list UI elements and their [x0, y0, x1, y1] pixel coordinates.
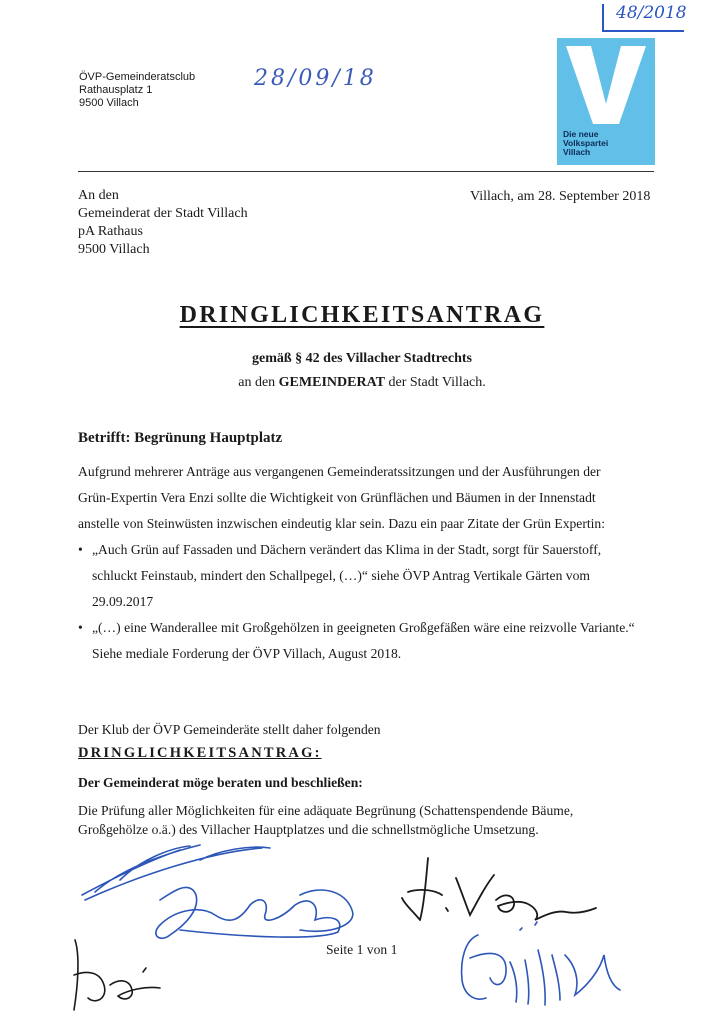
page-number: Seite 1 von 1: [326, 942, 398, 957]
bullet-icon: •: [78, 542, 83, 557]
body-line: Aufgrund mehrerer Anträge aus vergangenen Gemeinderatssitzungen und der Ausführungen der: [78, 464, 601, 479]
recipient-line: An den: [78, 188, 119, 203]
handwritten-number: 48/2018: [616, 3, 687, 23]
resolution-heading: Der Gemeinderat möge beraten und beschließen:: [78, 775, 363, 790]
quote-line: „Auch Grün auf Fassaden und Dächern verändert das Klima in der Stadt, sorgt für Sauerstoff,: [92, 542, 602, 557]
subtitle-bold: GEMEINDERAT: [278, 375, 385, 390]
handwritten-date: 28/09/18: [254, 66, 377, 91]
sender-line: Rathausplatz 1: [79, 84, 153, 96]
recipient-line: Gemeinderat der Stadt Villach: [78, 206, 248, 221]
recipient-line: pA Rathaus: [78, 224, 143, 239]
body-line: anstelle von Steinwüsten inzwischen eindeutig klar sein. Dazu ein paar Zitate der Grün Expertin:: [78, 516, 605, 531]
quote-line: schluckt Feinstaub, mindert den Schallpegel, (…)“ siehe ÖVP Antrag Vertikale Gärten vom: [92, 568, 590, 583]
place-date: Villach, am 28. September 2018: [470, 189, 651, 204]
sender-line: ÖVP-Gemeinderatsclub: [79, 71, 196, 83]
quote-line: „(…) eine Wanderallee mit Großgehölzen in geeigneten Großgefäßen wäre eine reizvolle Variante.“: [92, 620, 635, 635]
document-title: DRINGLICHKEITSANTRAG: [179, 302, 545, 328]
subtitle-legal-basis: gemäß § 42 des Villacher Stadtrechts: [252, 351, 472, 366]
body-line: Grün-Expertin Vera Enzi sollte die Wichtigkeit von Grünflächen und Bäumen in der Innenstadt: [78, 490, 596, 505]
klub-statement: Der Klub der ÖVP Gemeinderäte stellt daher folgenden: [78, 722, 381, 737]
sender-line: 9500 Villach: [79, 97, 139, 109]
resolution-line: Die Prüfung aller Möglichkeiten für eine adäquate Begrünung (Schattenspendende Bäume,: [78, 803, 574, 818]
signature-blue-right: [462, 922, 620, 1005]
motion-label: DRINGLICHKEITSANTRAG:: [78, 745, 322, 761]
bullet-icon: •: [78, 620, 83, 635]
subtitle-prefix: an den: [238, 375, 279, 390]
subtitle-suffix: der Stadt Villach.: [384, 375, 486, 390]
logo-text-line: Villach: [563, 147, 591, 157]
logo-text-line: Volkspartei: [563, 138, 609, 148]
logo-text-line: Die neue: [563, 129, 599, 139]
recipient-line: 9500 Villach: [78, 242, 150, 257]
signature-blue-left: [82, 845, 353, 938]
quote-line: Siehe mediale Forderung der ÖVP Villach, August 2018.: [92, 646, 402, 661]
signature-black-right: [402, 858, 596, 920]
signature-black-left: [74, 940, 160, 1010]
resolution-line: Großgehölze o.ä.) des Villacher Hauptplatzes und die schnellstmögliche Umsetzung.: [78, 822, 539, 837]
subject-line: Betrifft: Begrünung Hauptplatz: [78, 430, 283, 446]
quote-line: 29.09.2017: [92, 594, 154, 609]
